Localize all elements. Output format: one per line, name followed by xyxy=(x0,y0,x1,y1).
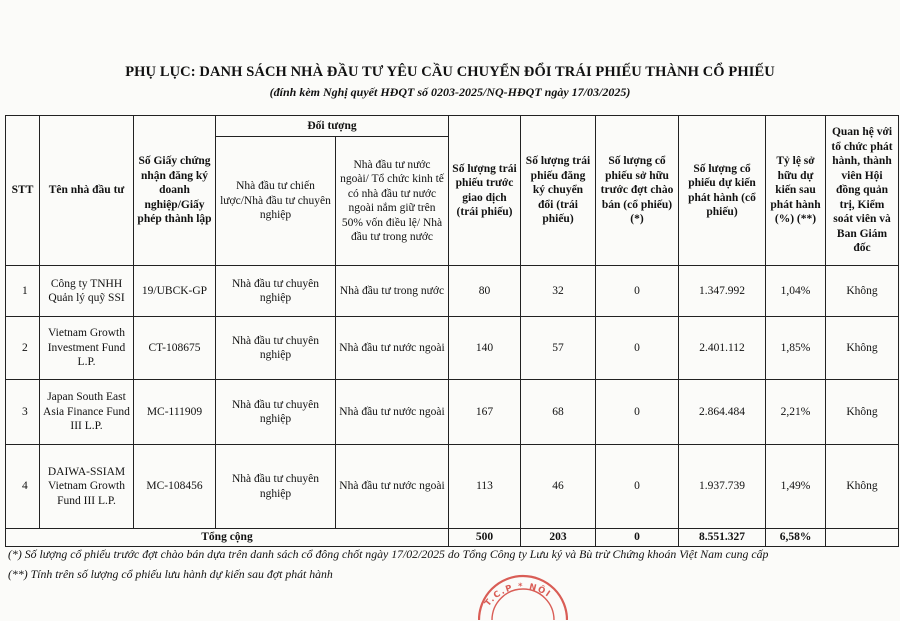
cell-bonds-convert: 32 xyxy=(521,266,596,317)
table-row xyxy=(6,445,899,529)
cell-shares-before: 0 xyxy=(596,445,679,529)
cell-foreign: Nhà đầu tư nước ngoài xyxy=(336,380,449,445)
cell-bonds-convert: 57 xyxy=(521,317,596,380)
header-certificate: Số Giấy chứng nhận đăng ký doanh nghiệp/Giấy phép thành lập xyxy=(134,116,216,266)
cell-certificate: MC-111909 xyxy=(134,380,216,445)
cell-shares-before: 0 xyxy=(596,266,679,317)
cell-shares-expected: 2.401.112 xyxy=(679,317,766,380)
table-row xyxy=(6,317,899,380)
cell-shares-before: 0 xyxy=(596,380,679,445)
header-investor-type-group: Đối tượng xyxy=(216,116,449,137)
table-row xyxy=(6,266,899,317)
header-investor-name: Tên nhà đầu tư xyxy=(40,116,134,266)
cell-shares-expected: 1.937.739 xyxy=(679,445,766,529)
total-label: Tổng cộng xyxy=(6,529,449,547)
cell-strategic: Nhà đầu tư chuyên nghiệp xyxy=(216,266,336,317)
cell-stt: 4 xyxy=(6,445,40,529)
cell-shares-expected: 1.347.992 xyxy=(679,266,766,317)
total-ratio: 6,58% xyxy=(766,529,826,547)
cell-investor-name: DAIWA-SSIAM Vietnam Growth Fund III L.P. xyxy=(40,445,134,529)
cell-stt: 2 xyxy=(6,317,40,380)
cell-ratio: 1,04% xyxy=(766,266,826,317)
cell-foreign: Nhà đầu tư nước ngoài xyxy=(336,317,449,380)
header-stt: STT xyxy=(6,116,40,266)
cell-bonds-before: 80 xyxy=(449,266,521,317)
cell-foreign: Nhà đầu tư trong nước xyxy=(336,266,449,317)
table-row xyxy=(6,380,899,445)
cell-shares-expected: 2.864.484 xyxy=(679,380,766,445)
footnote-1: (*) Số lượng cổ phiếu trước đợt chào bán dựa trên danh sách cổ đông chốt ngày 17/02/2025 do Tổng Công ty Lưu ký và Bù trừ Chứng khoán Việt Nam cung cấp xyxy=(8,547,769,561)
cell-ratio: 1,85% xyxy=(766,317,826,380)
total-bonds-convert: 203 xyxy=(521,529,596,547)
cell-ratio: 1,49% xyxy=(766,445,826,529)
header-ownership-ratio: Tỷ lệ sở hữu dự kiến sau phát hành (%) (**) xyxy=(766,116,826,266)
document-title: PHỤ LỤC: DANH SÁCH NHÀ ĐẦU TƯ YÊU CẦU CHUYỂN ĐỔI TRÁI PHIẾU THÀNH CỔ PHIẾU xyxy=(125,64,775,80)
cell-relation: Không xyxy=(826,380,899,445)
cell-strategic: Nhà đầu tư chuyên nghiệp xyxy=(216,317,336,380)
cell-investor-name: Japan South East Asia Finance Fund III L.P. xyxy=(40,380,134,445)
cell-stt: 3 xyxy=(6,380,40,445)
header-shares-before: Số lượng cổ phiếu sở hữu trước đợt chào bán (cổ phiếu) (*) xyxy=(596,116,679,266)
cell-relation: Không xyxy=(826,317,899,380)
cell-foreign: Nhà đầu tư nước ngoài xyxy=(336,445,449,529)
cell-stt: 1 xyxy=(6,266,40,317)
cell-strategic: Nhà đầu tư chuyên nghiệp xyxy=(216,445,336,529)
cell-bonds-before: 140 xyxy=(449,317,521,380)
cell-strategic: Nhà đầu tư chuyên nghiệp xyxy=(216,380,336,445)
cell-investor-name: Vietnam Growth Investment Fund L.P. xyxy=(40,317,134,380)
header-bonds-before: Số lượng trái phiếu trước giao dịch (trái phiếu) xyxy=(449,116,521,266)
header-foreign-investor: Nhà đầu tư nước ngoài/ Tổ chức kinh tế có nhà đầu tư nước ngoài nắm giữ trên 50% vốn điều lệ/ Nhà đầu tư trong nước xyxy=(336,137,449,266)
document-subtitle: (đính kèm Nghị quyết HĐQT số 0203-2025/NQ-HĐQT ngày 17/03/2025) xyxy=(269,85,631,99)
header-strategic-investor: Nhà đầu tư chiến lược/Nhà đầu tư chuyên nghiệp xyxy=(216,137,336,266)
total-bonds-before: 500 xyxy=(449,529,521,547)
cell-ratio: 2,21% xyxy=(766,380,826,445)
stamp-text: T.C.P * NỘI xyxy=(483,581,553,609)
total-shares-expected: 8.551.327 xyxy=(679,529,766,547)
cell-certificate: 19/UBCK-GP xyxy=(134,266,216,317)
cell-investor-name: Công ty TNHH Quản lý quỹ SSI xyxy=(40,266,134,317)
investor-table xyxy=(5,115,899,547)
company-stamp-icon xyxy=(478,560,568,620)
cell-certificate: CT-108675 xyxy=(134,317,216,380)
footnotes xyxy=(8,544,768,584)
cell-bonds-convert: 68 xyxy=(521,380,596,445)
header-bonds-convert: Số lượng trái phiếu đăng ký chuyển đổi (trái phiếu) xyxy=(521,116,596,266)
total-relation-empty xyxy=(826,529,899,547)
cell-shares-before: 0 xyxy=(596,317,679,380)
cell-bonds-before: 113 xyxy=(449,445,521,529)
footnote-2: (**) Tính trên số lượng cổ phiếu lưu hành dự kiến sau đợt phát hành xyxy=(8,567,333,581)
cell-relation: Không xyxy=(826,445,899,529)
cell-bonds-before: 167 xyxy=(449,380,521,445)
cell-certificate: MC-108456 xyxy=(134,445,216,529)
cell-relation: Không xyxy=(826,266,899,317)
total-shares-before: 0 xyxy=(596,529,679,547)
header-shares-expected: Số lượng cổ phiếu dự kiến phát hành (cổ phiếu) xyxy=(679,116,766,266)
header-relationship: Quan hệ với tổ chức phát hành, thành viên Hội đồng quản trị, Kiểm soát viên và Ban Giám đốc xyxy=(826,116,899,266)
cell-bonds-convert: 46 xyxy=(521,445,596,529)
